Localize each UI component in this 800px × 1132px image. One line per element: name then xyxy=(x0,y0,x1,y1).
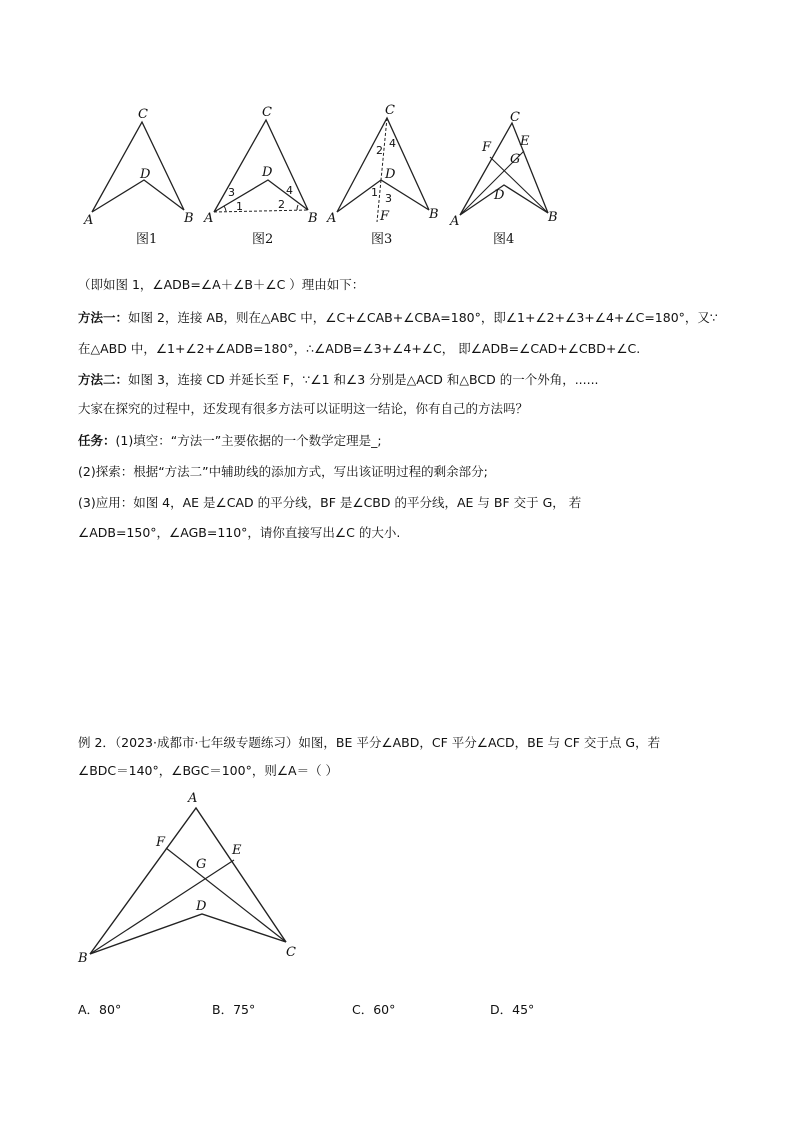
task-3-line-2: ∠ADB=150°，∠AGB=110°，请你直接写出∠C 的大小. xyxy=(78,525,401,540)
angle-label: 1 xyxy=(371,186,378,199)
point-label: A xyxy=(84,213,94,228)
task-1-line xyxy=(78,432,382,450)
task-2-line: (2)探索：根据“方法二”中辅助线的添加方式，写出该证明过程的剩余部分; xyxy=(78,464,488,479)
example-2-line-2: ∠BDC＝140°，∠BGC＝100°，则∠A＝（ ） xyxy=(78,763,339,778)
method-1-label: 方法一： xyxy=(78,310,129,325)
figure-1-caption: 图1 xyxy=(136,232,158,247)
point-label: D xyxy=(196,899,207,914)
figure-2-diagram xyxy=(202,100,322,230)
point-label: C xyxy=(138,107,148,122)
choice-b[interactable]: B．75° xyxy=(212,1002,256,1017)
point-label: F xyxy=(482,140,492,155)
angle-label: 3 xyxy=(228,186,235,199)
figure-4-diagram xyxy=(448,105,568,230)
figure-4-caption: 图4 xyxy=(493,232,515,247)
point-label: E xyxy=(232,843,242,858)
task-1-text: (1)填空：“方法一”主要依据的一个数学定理是_; xyxy=(115,433,382,448)
point-label: G xyxy=(196,857,207,872)
point-label: A xyxy=(450,214,460,229)
point-label: D xyxy=(262,165,273,180)
point-label: A xyxy=(327,211,337,226)
choice-d[interactable]: D．45° xyxy=(490,1002,535,1017)
angle-label: 2 xyxy=(376,144,383,157)
intro-line: （即如图 1，∠ADB=∠A＋∠B＋∠C ）理由如下： xyxy=(78,277,365,292)
figure-4 xyxy=(448,105,568,230)
point-label: C xyxy=(262,105,272,120)
figure-2 xyxy=(202,100,322,230)
point-label: A xyxy=(204,211,214,226)
point-label: C xyxy=(510,110,520,125)
choice-a[interactable]: A．80° xyxy=(78,1002,122,1017)
task-3-line-1: (3)应用：如图 4，AE 是∠CAD 的平分线，BF 是∠CBD 的平分线，AE 与 BF 交于 G， 若 xyxy=(78,495,582,510)
angle-label: 4 xyxy=(286,184,293,197)
figure-3 xyxy=(325,100,445,230)
point-label: G xyxy=(510,152,521,167)
method-1-line-1 xyxy=(78,309,718,327)
angle-label: 2 xyxy=(278,198,285,211)
method-1-line-2: 在△ABD 中，∠1+∠2+∠ADB=180°，∴∠ADB=∠3+∠4+∠C， 即∠ADB=∠CAD+∠CBD+∠C. xyxy=(78,341,641,356)
example-2-line-1: 例 2．（2023·成都市·七年级专题练习）如图，BE 平分∠ABD，CF 平分∠ACD，BE 与 CF 交于点 G，若 xyxy=(78,735,661,750)
figure-3-caption: 图3 xyxy=(371,232,393,247)
angle-label: 1 xyxy=(236,200,243,213)
explore-line: 大家在探究的过程中，还发现有很多方法可以证明这一结论，你有自己的方法吗？ xyxy=(78,401,529,416)
point-label: E xyxy=(520,134,530,149)
point-label: B xyxy=(78,951,88,966)
method-2-line xyxy=(78,371,599,389)
figure-1-diagram xyxy=(82,100,202,230)
point-label: F xyxy=(156,835,166,850)
point-label: D xyxy=(494,188,505,203)
task-label: 任务： xyxy=(78,433,116,448)
figure-3-diagram xyxy=(325,100,445,230)
choice-c[interactable]: C．60° xyxy=(352,1002,396,1017)
point-label: D xyxy=(385,167,396,182)
point-label: B xyxy=(548,210,558,225)
point-label: B xyxy=(429,207,439,222)
angle-label: 3 xyxy=(385,192,392,205)
figure-1 xyxy=(82,100,202,230)
point-label: A xyxy=(188,791,198,806)
point-label: C xyxy=(286,945,296,960)
point-label: D xyxy=(140,167,151,182)
method-2-text: 如图 3，连接 CD 并延长至 F，∵∠1 和∠3 分别是△ACD 和△BCD 的一个外角，...... xyxy=(128,372,599,387)
angle-label: 4 xyxy=(389,137,396,150)
method-2-label: 方法二： xyxy=(78,372,129,387)
example-2-diagram xyxy=(74,788,314,978)
example-2-figure xyxy=(74,788,314,978)
figure-2-caption: 图2 xyxy=(252,232,274,247)
point-label: B xyxy=(184,211,194,226)
point-label: B xyxy=(308,211,318,226)
point-label: C xyxy=(385,103,395,118)
method-1-text: 如图 2，连接 AB，则在△ABC 中，∠C+∠CAB+∠CBA=180°，即∠1+∠2+∠3+∠4+∠C=180°，又∵ xyxy=(128,310,718,325)
point-label: F xyxy=(380,209,390,224)
